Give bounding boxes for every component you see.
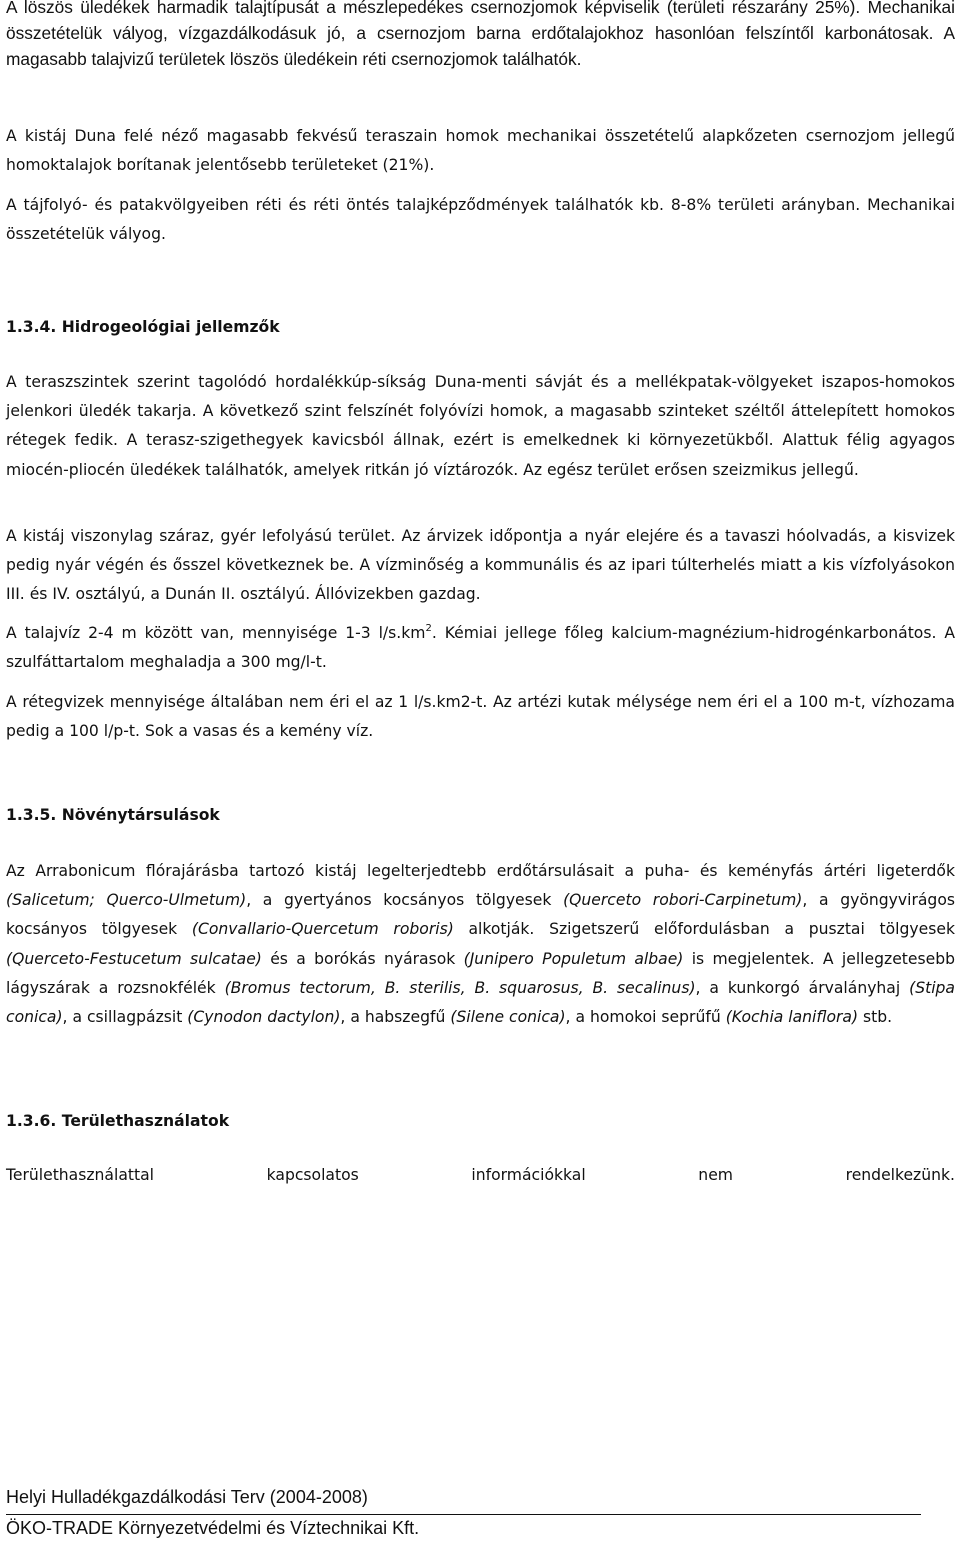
superscript-two: 2 bbox=[425, 623, 432, 634]
plants-text-3: , a gyöngyvirágos kocsányos tölgyesek bbox=[6, 891, 955, 939]
footer-plan-title: Helyi Hulladékgazdálkodási Terv (2004-2008) bbox=[6, 1487, 368, 1507]
paragraph-hydrogeology-water: A kistáj viszonylag száraz, gyér lefolyású terület. Az árvizek időpontja a nyár elejére és a tavaszi hóolvadás, a kisvizek pedig nyár végén és ősszel következnek be. A vízminőség a kommunális és az ipari túlterhelés miatt a kis vízfolyásokon III. és IV. osztályú, a Dunán II. osztályú. Állóvizekben gazdag. bbox=[6, 527, 955, 604]
latin-name-bromus: (Bromus tectorum, B. sterilis, B. squarosus, B. secalinus) bbox=[224, 978, 696, 997]
groundwater-text-end: . Kémiai jellege főleg kalcium-magnézium-hidrogénkarbonátos. A szulfáttartalom meghaladja a 300 mg/l-t. bbox=[6, 624, 955, 672]
plants-text-9: , a habszegfű bbox=[340, 1008, 451, 1027]
paragraph-hydrogeology-terraces: A teraszszintek szerint tagolódó hordalékkúp-síkság Duna-menti sávját és a mellékpatak-völgyeket iszapos-homokos jelenkori üledék takarja. A következő szint felszínét folyóvízi homok, a magasabb szinteket széltől áttelepített homokos rétegek fedik. A terasz-szigethegyek kavicsból állnak, ezért is emelkednek ki környezetükből. Alattuk félig agyagos miocén-pliocén üledékek találhatók, amelyek ritkán jó víztározók. Az egész terület erősen szeizmikus jellegű. bbox=[6, 373, 955, 479]
groundwater-text-start: A talajvíz 2-4 m között van, mennyisége 1-3 l/s.km bbox=[6, 624, 426, 642]
latin-name-salicetum: (Salicetum; Querco-Ulmetum) bbox=[6, 891, 247, 910]
latin-name-silene: (Silene conica) bbox=[450, 1008, 566, 1027]
paragraph-valley-soils: A tájfolyó- és patakvölgyeiben réti és réti öntés talajképződmények találhatók kb. 8-8% területi arányban. Mechanikai összetételük vályog. bbox=[6, 196, 955, 244]
paragraph-plant-associations bbox=[6, 857, 955, 1032]
latin-name-kochia: (Kochia laniflora) bbox=[725, 1008, 859, 1027]
plants-text-2: , a gyertyános kocsányos tölgyesek bbox=[246, 891, 564, 910]
latin-name-junipero: (Junipero Populetum albae) bbox=[463, 949, 684, 968]
plants-text-4: alkotják. Szigetszerű előfordulásban a pusztai tölgyesek bbox=[453, 920, 955, 939]
latin-name-stipa: (Stipa conica) bbox=[6, 978, 955, 1027]
plants-text-8: , a csillagpázsit bbox=[62, 1008, 188, 1027]
plants-text-10: , a homokoi seprűfű bbox=[565, 1008, 726, 1027]
latin-name-convallario: (Convallario-Quercetum roboris) bbox=[191, 920, 454, 939]
latin-name-querceto-robori: (Querceto robori-Carpinetum) bbox=[563, 891, 803, 910]
latin-name-cynodon: (Cynodon dactylon) bbox=[187, 1008, 341, 1027]
footer-company: ÖKO-TRADE Környezetvédelmi és Víztechnikai Kft. bbox=[6, 1518, 420, 1538]
plants-text-6: is megjelentek. A jellegzetesebb lágyszárak a rozsnokfélék bbox=[6, 949, 956, 997]
paragraph-stratum-water: A rétegvizek mennyisége általában nem éri el az 1 l/s.km2-t. Az artézi kutak mélysége nem éri el a 100 m-t, vízhozama pedig a 100 l/p-t. Sok a vasas és a kemény víz. bbox=[6, 693, 955, 741]
plants-text-7: , a kunkorgó árvalányhaj bbox=[695, 978, 910, 997]
plants-text-11: stb. bbox=[858, 1008, 893, 1027]
footer-divider bbox=[6, 1514, 921, 1515]
paragraph-groundwater bbox=[6, 619, 955, 677]
section-heading-plant-associations: 1.3.5. Növénytársulások bbox=[6, 806, 220, 824]
plants-text-1: Az Arrabonicum flórajárásba tartozó kistáj legelterjedtebb erdőtársulásait a puha- és keményfás ártéri ligeterdők bbox=[6, 862, 955, 880]
paragraph-sand-soils: A kistáj Duna felé néző magasabb fekvésű teraszain homok mechanikai összetételű alapkőzeten csernozjom jellegű homoktalajok borítanak jelentősebb területeket (21%). bbox=[6, 127, 955, 175]
section-heading-hydrogeology: 1.3.4. Hidrogeológiai jellemzők bbox=[6, 318, 280, 336]
paragraph-land-use: Területhasználattal kapcsolatos információkkal nem rendelkezünk. bbox=[6, 1166, 955, 1184]
section-heading-land-use: 1.3.6. Területhasználatok bbox=[6, 1112, 230, 1130]
latin-name-querceto-festucetum: (Querceto-Festucetum sulcatae) bbox=[6, 949, 262, 968]
paragraph-loess-soils: A löszös üledékek harmadik talajtípusát a mészlepedékes csernozjomok képviselik (területi részarány 25%). Mechanikai összetételük vályog, vízgazdálkodásuk jó, a csernozjom barna erdőtalajokhoz hasonlóan felszíntől karbonátosak. A magasabb talajvizű területek löszös üledékein réti csernozjomok találhatók. bbox=[6, 0, 955, 69]
plants-text-5: és a borókás nyárasok bbox=[261, 949, 464, 968]
